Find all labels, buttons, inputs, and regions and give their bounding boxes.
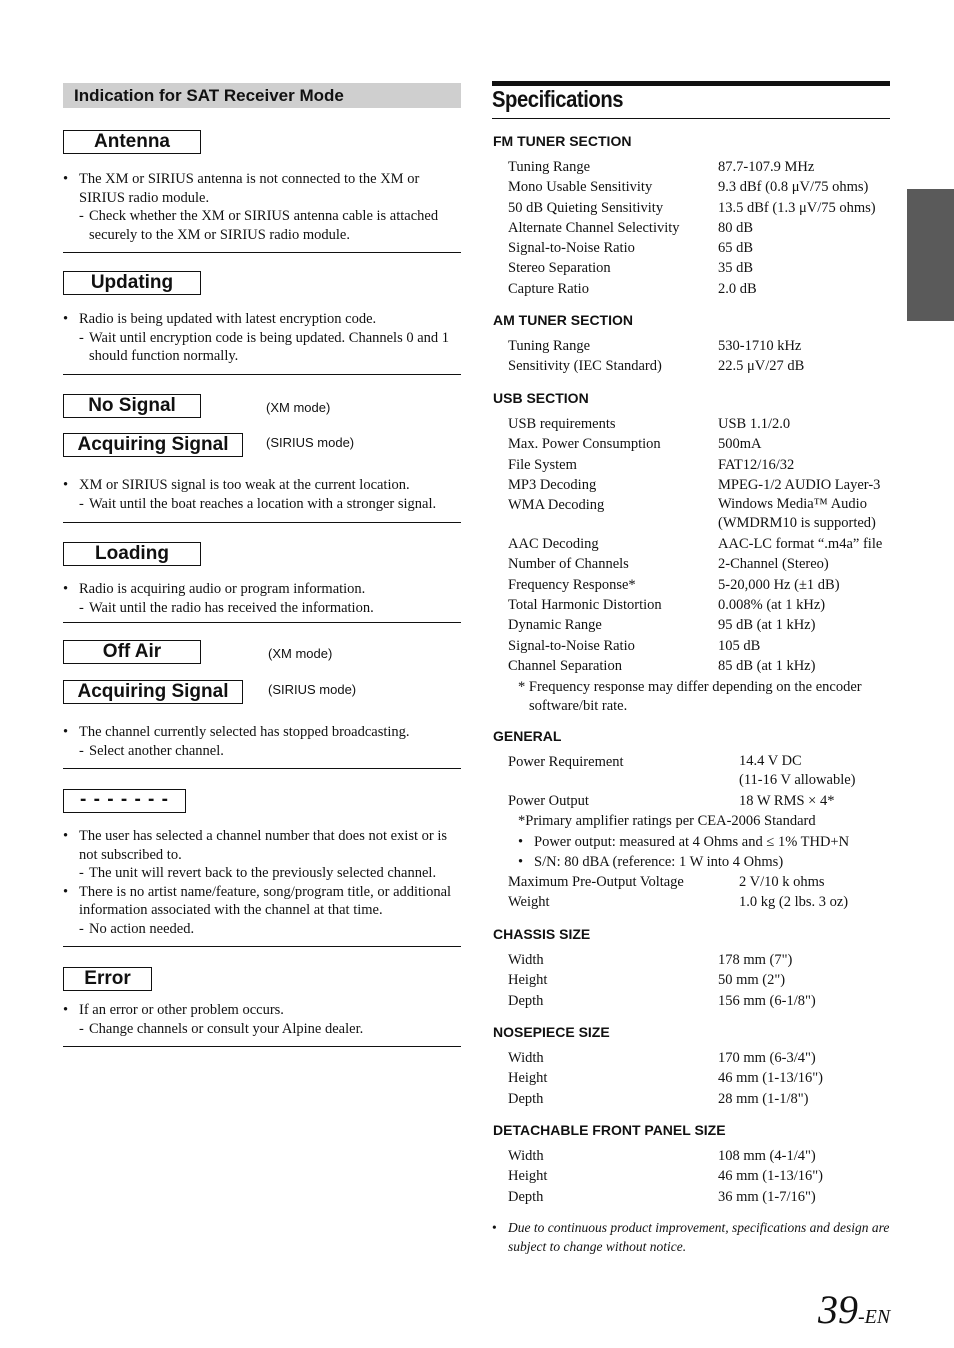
spec-value: 5-20,000 Hz (±1 dB) [718,576,840,593]
spec-value: 530-1710 kHz [718,338,802,354]
off-air-label-box: Off Air [63,640,201,664]
table-row [508,1187,892,1207]
bullet-glyph: • [492,1220,497,1235]
table-row [508,475,892,495]
no-signal-label-box: No Signal [63,394,201,418]
updating-bullet: • Radio is being updated with latest encryption code. [63,310,461,329]
panel-table [508,1146,892,1207]
spec-value: 35 dB [718,260,754,277]
table-row [508,970,892,990]
spec-value: 80 dB [718,219,754,236]
spec-value: 1.0 kg (2 lbs. 3 oz) [739,894,849,911]
table-row [508,595,892,615]
table-row [508,991,892,1011]
spec-key: 50 dB Quieting Sensitivity [508,199,664,216]
error-label-box: Error [63,967,152,991]
spec-key: Channel Separation [508,657,622,674]
spec-key: Alternate Channel Selectivity [508,219,680,236]
am-table [508,336,892,377]
title-rule-thin [492,118,890,119]
spec-value: 36 mm (1-7/16") [718,1188,816,1205]
nosepiece-table [508,1048,892,1109]
table-row [508,1166,892,1186]
antenna-label-box: Antenna [63,130,201,154]
divider [63,1046,461,1047]
spec-key: Height [508,1168,548,1185]
updating-description [63,310,461,366]
spec-key: Capture Ratio [508,280,589,297]
table-row [508,279,892,299]
spec-value: 108 mm (4-1/4") [718,1148,816,1164]
fm-table [508,157,892,299]
off-air-bullet: • The channel currently selected has stopped broadcasting. [63,723,461,742]
table-row [508,356,892,376]
spec-value: 65 dB [718,240,754,257]
table-row [508,1089,892,1109]
spec-value: 87.7-107.9 MHz [718,159,815,175]
spec-key: Mono Usable Sensitivity [508,179,653,196]
table-row [508,636,892,656]
table-row [508,157,892,177]
spec-key: AAC Decoding [508,536,599,553]
page-number-suffix: -EN [858,1306,891,1328]
divider [63,622,461,623]
spec-value: 22.5 μV/27 dB [718,358,805,375]
table-row [508,1146,892,1166]
spec-key: Sensitivity (IEC Standard) [508,358,662,375]
off-air-sub: - Select another channel. [63,742,461,761]
spec-value: 50 mm (2") [718,972,786,989]
spec-value: USB 1.1/2.0 [718,416,791,432]
table-row [508,575,892,595]
loading-description [63,580,461,617]
am-heading: AM TUNER SECTION [493,312,633,328]
divider [63,768,461,769]
acquiring-signal-label-box: Acquiring Signal [63,433,243,457]
error-bullet: • If an error or other problem occurs. [63,1001,461,1020]
table-row [508,1048,892,1068]
spec-value: 0.008% (at 1 kHz) [718,597,826,614]
table-row [508,950,892,970]
spec-key: File System [508,456,577,473]
spec-key: Height [508,1070,548,1087]
page-title: Specifications [492,86,624,112]
spec-value: 170 mm (6-3/4") [718,1050,816,1066]
spec-key: Depth [508,1090,544,1107]
footnote-text: Due to continuous product improvement, specifications and design are subject to change without notice. [508,1220,890,1254]
spec-key: Width [508,1050,544,1066]
spec-value: 9.3 dBf (0.8 μV/75 ohms) [718,179,869,196]
general-heading: GENERAL [493,728,562,744]
page-number [818,1286,890,1333]
updating-label-box: Updating [63,271,201,295]
table-row [508,218,892,238]
spec-value: 28 mm (1-1/8") [718,1090,809,1107]
usb-note: * Frequency response may differ depending on the encoder software/bit rate. [518,679,862,714]
spec-key: USB requirements [508,416,616,432]
antenna-description [63,170,461,244]
spec-value: 85 dB (at 1 kHz) [718,657,816,674]
acquiring-signal-mode-2: (SIRIUS mode) [268,682,357,697]
no-signal-bullet: • XM or SIRIUS signal is too weak at the current location. [63,476,461,495]
general-note-1: *Primary amplifier ratings per CEA-2006 Standard [518,813,816,830]
spec-key: Weight [508,894,550,911]
dashes-sub-1: - The unit will revert back to the previously selected channel. [63,864,461,883]
spec-value: 105 dB [718,637,761,654]
spec-value: 2 V/10 k ohms [739,874,825,891]
spec-key: Dynamic Range [508,617,602,634]
spec-value: 2.0 dB [718,280,757,297]
spec-value: AAC-LC format “.m4a” file [718,536,883,553]
spec-value: 14.4 V DC (11-16 V allowable) [739,753,856,788]
usb-table [508,414,892,676]
spec-key: Height [508,972,548,989]
antenna-sub: - Check whether the XM or SIRIUS antenna cable is attached securely to the XM or SIRIUS radio module. [63,207,461,244]
error-sub: - Change channels or consult your Alpine dealer. [63,1020,461,1039]
spec-key: Tuning Range [508,159,591,175]
dashes-bullet-2: • There is no artist name/feature, song/program title, or additional information associated with the channel at that time. [63,883,461,920]
footnote [492,1219,906,1256]
section-header [63,83,461,108]
table-row [508,198,892,218]
nosepiece-heading: NOSEPIECE SIZE [493,1024,610,1040]
no-signal-sub: - Wait until the boat reaches a location with a stronger signal. [63,495,461,514]
spec-key: Depth [508,992,544,1009]
spec-value: 2-Channel (Stereo) [718,556,829,573]
spec-key: Width [508,952,544,968]
dashes-label-box: - - - - - - - [63,789,186,813]
spec-key: WMA Decoding [508,497,605,514]
no-signal-mode: (XM mode) [266,400,331,415]
off-air-description [63,723,461,760]
dashes-bullet-1: • The user has selected a channel number that does not exist or is not subscribed to. [63,827,461,864]
divider [63,374,461,375]
general-table [508,752,892,913]
loading-sub: - Wait until the radio has received the information. [63,599,461,618]
spec-key: Maximum Pre-Output Voltage [508,874,684,891]
section-tab [907,189,954,321]
chassis-table [508,950,892,1011]
table-row [508,791,892,811]
loading-label-box: Loading [63,542,201,566]
dashes-sub-2: - No action needed. [63,920,461,939]
table-row [508,656,892,676]
table-row [508,238,892,258]
section-header-text: Indication for SAT Receiver Mode [74,86,344,105]
spec-key: Depth [508,1188,544,1205]
panel-heading: DETACHABLE FRONT PANEL SIZE [493,1122,726,1138]
table-row [508,414,892,434]
table-row [508,495,892,532]
table-row [508,752,892,789]
loading-bullet: • Radio is acquiring audio or program information. [63,580,461,599]
off-air-mode: (XM mode) [268,646,333,661]
spec-value: 178 mm (7") [718,952,793,968]
table-row [508,554,892,574]
spec-key: Tuning Range [508,338,591,354]
usb-heading: USB SECTION [493,390,589,406]
spec-key: Power Output [508,793,589,809]
spec-value: 46 mm (1-13/16") [718,1168,823,1185]
acquiring-signal-label-box-2: Acquiring Signal [63,680,243,704]
spec-value: 18 W RMS × 4* [739,793,835,809]
acquiring-signal-mode: (SIRIUS mode) [266,435,355,450]
divider [63,252,461,253]
fm-heading: FM TUNER SECTION [493,133,632,149]
spec-key: Signal-to-Noise Ratio [508,240,635,257]
divider [63,946,461,947]
spec-value: FAT12/16/32 [718,456,795,473]
spec-value: 500mA [718,436,762,453]
table-row [508,455,892,475]
dashes-description [63,827,461,938]
spec-key: Signal-to-Noise Ratio [508,637,635,654]
spec-key: Total Harmonic Distortion [508,597,662,614]
no-signal-description [63,476,461,513]
table-row [508,615,892,635]
spec-key: Width [508,1148,544,1164]
chassis-heading: CHASSIS SIZE [493,926,591,942]
spec-key: Power Requirement [508,754,624,770]
spec-value: 13.5 dBf (1.3 μV/75 ohms) [718,199,876,216]
general-note-2: • Power output: measured at 4 Ohms and ≤ 1% THD+N [518,832,892,852]
spec-key: MP3 Decoding [508,476,597,493]
table-row [508,336,892,356]
table-row [508,872,892,892]
table-row [508,534,892,554]
spec-key: Stereo Separation [508,260,611,277]
general-note-3: • S/N: 80 dBA (reference: 1 W into 4 Ohms) [518,852,892,872]
table-row [508,1068,892,1088]
spec-key: Max. Power Consumption [508,436,661,453]
table-row [508,892,892,912]
table-row [508,258,892,278]
updating-sub: - Wait until encryption code is being updated. Channels 0 and 1 should function normally. [63,329,461,366]
spec-value: Windows Media™ Audio (WMDRM10 is supported) [718,496,876,531]
spec-value: 95 dB (at 1 kHz) [718,617,816,634]
spec-key: Number of Channels [508,556,629,573]
spec-value: MPEG-1/2 AUDIO Layer-3 [718,476,881,493]
spec-key: Frequency Response* [508,576,636,593]
page-number-value: 39 [818,1287,858,1332]
divider [63,522,461,523]
spec-value: 46 mm (1-13/16") [718,1070,823,1087]
spec-value: 156 mm (6-1/8") [718,992,816,1009]
error-description [63,1001,461,1038]
table-row [508,177,892,197]
table-row [508,434,892,454]
antenna-bullet: • The XM or SIRIUS antenna is not connected to the XM or SIRIUS radio module. [63,170,461,207]
